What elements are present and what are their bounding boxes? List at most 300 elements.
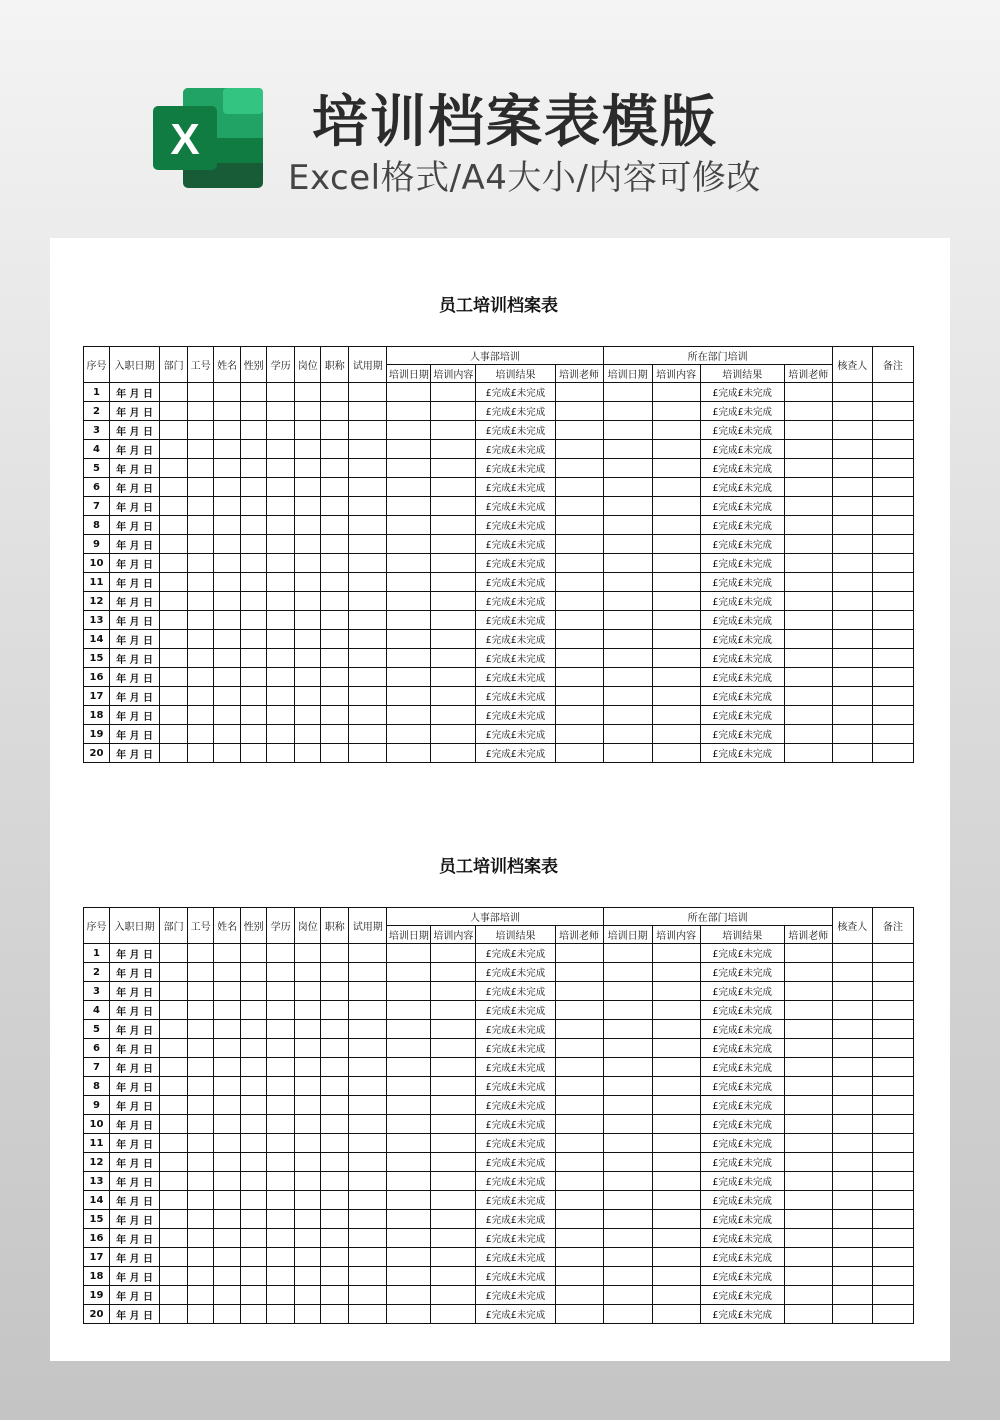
empty-cell [784, 592, 832, 611]
row-number-cell: 1 [84, 383, 110, 402]
empty-cell [188, 1305, 214, 1324]
empty-cell [267, 421, 295, 440]
table-row [84, 1058, 914, 1077]
empty-cell [188, 535, 214, 554]
empty-cell [160, 516, 188, 535]
empty-cell [872, 1115, 913, 1134]
empty-cell [387, 1039, 431, 1058]
empty-cell [555, 440, 603, 459]
empty-cell [431, 1267, 476, 1286]
empty-cell [321, 1191, 349, 1210]
empty-cell [349, 1229, 387, 1248]
empty-cell [387, 1077, 431, 1096]
header-cell: 试用期 [349, 908, 387, 944]
empty-cell [188, 1134, 214, 1153]
empty-cell [295, 1210, 321, 1229]
empty-cell [555, 516, 603, 535]
empty-cell [349, 1134, 387, 1153]
training-result-cell: £完成£未完成 [700, 402, 784, 421]
table-row [84, 1210, 914, 1229]
header-sub-cell: 培训结果 [700, 926, 784, 944]
empty-cell [188, 478, 214, 497]
empty-cell [214, 1020, 241, 1039]
empty-cell [784, 516, 832, 535]
training-result-cell: £完成£未完成 [476, 1020, 555, 1039]
row-number-cell: 13 [84, 1172, 110, 1191]
training-result-cell: £完成£未完成 [476, 630, 555, 649]
empty-cell [431, 744, 476, 763]
empty-cell [214, 1039, 241, 1058]
empty-cell [832, 573, 872, 592]
empty-cell [214, 421, 241, 440]
empty-cell [295, 725, 321, 744]
empty-cell [652, 649, 700, 668]
empty-cell [349, 1248, 387, 1267]
row-number-cell: 14 [84, 630, 110, 649]
empty-cell [387, 1172, 431, 1191]
empty-cell [387, 1153, 431, 1172]
training-result-cell: £完成£未完成 [476, 383, 555, 402]
empty-cell [214, 1210, 241, 1229]
empty-cell [241, 1191, 267, 1210]
training-result-cell: £完成£未完成 [700, 554, 784, 573]
row-number-cell: 16 [84, 1229, 110, 1248]
empty-cell [431, 1096, 476, 1115]
empty-cell [241, 1172, 267, 1191]
empty-cell [349, 1172, 387, 1191]
empty-cell [872, 1077, 913, 1096]
empty-cell [832, 649, 872, 668]
training-result-cell: £完成£未完成 [476, 1096, 555, 1115]
training-result-cell: £完成£未完成 [700, 1286, 784, 1305]
row-number-cell: 6 [84, 1039, 110, 1058]
training-result-cell: £完成£未完成 [700, 611, 784, 630]
empty-cell [832, 421, 872, 440]
empty-cell [555, 630, 603, 649]
empty-cell [188, 1077, 214, 1096]
empty-cell [267, 630, 295, 649]
empty-cell [321, 944, 349, 963]
empty-cell [267, 1020, 295, 1039]
training-result-cell: £完成£未完成 [476, 706, 555, 725]
training-result-cell: £完成£未完成 [476, 497, 555, 516]
empty-cell [555, 573, 603, 592]
empty-cell [652, 459, 700, 478]
empty-cell [387, 459, 431, 478]
row-number-cell: 2 [84, 402, 110, 421]
empty-cell [188, 554, 214, 573]
header-sub-cell: 培训老师 [784, 365, 832, 383]
empty-cell [387, 1286, 431, 1305]
training-result-cell: £完成£未完成 [700, 1305, 784, 1324]
hire-date-cell: 年 月 日 [110, 440, 160, 459]
hire-date-cell: 年 月 日 [110, 744, 160, 763]
empty-cell [267, 1001, 295, 1020]
training-result-cell: £完成£未完成 [476, 459, 555, 478]
empty-cell [241, 1134, 267, 1153]
empty-cell [555, 402, 603, 421]
header-group-dept: 所在部门培训 [603, 908, 832, 926]
header-cell: 性别 [241, 908, 267, 944]
empty-cell [431, 1210, 476, 1229]
empty-cell [267, 554, 295, 573]
empty-cell [832, 963, 872, 982]
table-row [84, 459, 914, 478]
empty-cell [832, 744, 872, 763]
empty-cell [832, 535, 872, 554]
header-sub-cell: 培训内容 [431, 365, 476, 383]
empty-cell [387, 1096, 431, 1115]
training-result-cell: £完成£未完成 [476, 1077, 555, 1096]
empty-cell [188, 1229, 214, 1248]
training-result-cell: £完成£未完成 [700, 1191, 784, 1210]
empty-cell [431, 592, 476, 611]
empty-cell [267, 573, 295, 592]
empty-cell [321, 725, 349, 744]
empty-cell [652, 1115, 700, 1134]
empty-cell [555, 383, 603, 402]
empty-cell [387, 687, 431, 706]
empty-cell [241, 944, 267, 963]
empty-cell [652, 1039, 700, 1058]
empty-cell [555, 1191, 603, 1210]
empty-cell [241, 1020, 267, 1039]
empty-cell [431, 459, 476, 478]
header-cell: 岗位 [295, 347, 321, 383]
empty-cell [603, 1001, 652, 1020]
empty-cell [188, 725, 214, 744]
empty-cell [555, 1210, 603, 1229]
header-sub-cell: 培训老师 [784, 926, 832, 944]
empty-cell [321, 573, 349, 592]
training-result-cell: £完成£未完成 [700, 687, 784, 706]
empty-cell [387, 1229, 431, 1248]
hire-date-cell: 年 月 日 [110, 478, 160, 497]
empty-cell [603, 744, 652, 763]
empty-cell [784, 554, 832, 573]
empty-cell [832, 554, 872, 573]
empty-cell [431, 1001, 476, 1020]
empty-cell [603, 402, 652, 421]
empty-cell [872, 611, 913, 630]
table-row [84, 1248, 914, 1267]
empty-cell [241, 440, 267, 459]
row-number-cell: 9 [84, 1096, 110, 1115]
empty-cell [267, 592, 295, 611]
training-result-cell: £完成£未完成 [700, 668, 784, 687]
training-result-cell: £完成£未完成 [476, 1229, 555, 1248]
empty-cell [431, 1191, 476, 1210]
empty-cell [652, 497, 700, 516]
training-result-cell: £完成£未完成 [700, 1058, 784, 1077]
empty-cell [431, 383, 476, 402]
training-result-cell: £完成£未完成 [476, 1210, 555, 1229]
empty-cell [160, 573, 188, 592]
training-result-cell: £完成£未完成 [700, 1077, 784, 1096]
empty-cell [555, 459, 603, 478]
empty-cell [603, 649, 652, 668]
empty-cell [784, 497, 832, 516]
empty-cell [872, 744, 913, 763]
empty-cell [160, 1267, 188, 1286]
empty-cell [431, 1229, 476, 1248]
empty-cell [387, 421, 431, 440]
empty-cell [321, 383, 349, 402]
table-row [84, 1020, 914, 1039]
empty-cell [295, 497, 321, 516]
empty-cell [784, 1077, 832, 1096]
empty-cell [295, 687, 321, 706]
empty-cell [555, 706, 603, 725]
training-result-cell: £完成£未完成 [476, 1134, 555, 1153]
hire-date-cell: 年 月 日 [110, 668, 160, 687]
empty-cell [652, 1229, 700, 1248]
empty-cell [784, 1286, 832, 1305]
empty-cell [349, 402, 387, 421]
empty-cell [652, 1153, 700, 1172]
empty-cell [832, 1115, 872, 1134]
empty-cell [431, 1172, 476, 1191]
empty-cell [267, 1115, 295, 1134]
empty-cell [267, 744, 295, 763]
empty-cell [349, 1267, 387, 1286]
empty-cell [652, 516, 700, 535]
empty-cell [295, 1305, 321, 1324]
header-cell: 职称 [321, 347, 349, 383]
empty-cell [241, 1305, 267, 1324]
training-result-cell: £完成£未完成 [476, 725, 555, 744]
hire-date-cell: 年 月 日 [110, 1096, 160, 1115]
training-result-cell: £完成£未完成 [476, 1305, 555, 1324]
empty-cell [431, 440, 476, 459]
empty-cell [295, 573, 321, 592]
empty-cell [349, 554, 387, 573]
empty-cell [784, 1305, 832, 1324]
empty-cell [832, 383, 872, 402]
empty-cell [387, 706, 431, 725]
empty-cell [431, 535, 476, 554]
training-result-cell: £完成£未完成 [476, 1286, 555, 1305]
empty-cell [784, 1191, 832, 1210]
empty-cell [784, 573, 832, 592]
empty-cell [872, 1020, 913, 1039]
empty-cell [188, 1286, 214, 1305]
row-number-cell: 10 [84, 554, 110, 573]
empty-cell [603, 535, 652, 554]
training-result-cell: £完成£未完成 [476, 944, 555, 963]
empty-cell [784, 1001, 832, 1020]
empty-cell [241, 1001, 267, 1020]
empty-cell [349, 497, 387, 516]
table-row [84, 944, 914, 963]
empty-cell [555, 1077, 603, 1096]
empty-cell [652, 592, 700, 611]
row-number-cell: 5 [84, 1020, 110, 1039]
empty-cell [349, 535, 387, 554]
empty-cell [784, 744, 832, 763]
empty-cell [431, 478, 476, 497]
empty-cell [832, 1210, 872, 1229]
empty-cell [241, 982, 267, 1001]
empty-cell [321, 516, 349, 535]
empty-cell [832, 1172, 872, 1191]
empty-cell [603, 440, 652, 459]
empty-cell [603, 383, 652, 402]
empty-cell [214, 725, 241, 744]
empty-cell [555, 1172, 603, 1191]
empty-cell [555, 725, 603, 744]
empty-cell [784, 1058, 832, 1077]
table-row [84, 440, 914, 459]
table-row [84, 592, 914, 611]
empty-cell [241, 1286, 267, 1305]
table-row [84, 1267, 914, 1286]
header-cell: 备注 [872, 347, 913, 383]
empty-cell [321, 649, 349, 668]
empty-cell [349, 1001, 387, 1020]
empty-cell [295, 1096, 321, 1115]
empty-cell [188, 1210, 214, 1229]
empty-cell [188, 1020, 214, 1039]
empty-cell [872, 1134, 913, 1153]
empty-cell [431, 1020, 476, 1039]
empty-cell [241, 963, 267, 982]
empty-cell [188, 668, 214, 687]
training-result-cell: £完成£未完成 [476, 687, 555, 706]
empty-cell [349, 744, 387, 763]
header-cell: 工号 [188, 347, 214, 383]
training-result-cell: £完成£未完成 [700, 592, 784, 611]
header-cell: 职称 [321, 908, 349, 944]
empty-cell [872, 1039, 913, 1058]
empty-cell [321, 1229, 349, 1248]
empty-cell [241, 421, 267, 440]
empty-cell [214, 982, 241, 1001]
empty-cell [241, 744, 267, 763]
empty-cell [188, 592, 214, 611]
empty-cell [652, 1172, 700, 1191]
training-result-cell: £完成£未完成 [700, 1248, 784, 1267]
empty-cell [160, 1248, 188, 1267]
empty-cell [431, 1058, 476, 1077]
row-number-cell: 16 [84, 668, 110, 687]
page-title: 培训档案表模版 [312, 90, 718, 155]
training-result-cell: £完成£未完成 [700, 1210, 784, 1229]
empty-cell [160, 440, 188, 459]
empty-cell [295, 554, 321, 573]
row-number-cell: 11 [84, 573, 110, 592]
empty-cell [387, 1305, 431, 1324]
empty-cell [832, 497, 872, 516]
training-result-cell: £完成£未完成 [700, 1001, 784, 1020]
empty-cell [241, 402, 267, 421]
empty-cell [321, 497, 349, 516]
header-cell: 部门 [160, 908, 188, 944]
empty-cell [387, 944, 431, 963]
training-result-cell: £完成£未完成 [700, 1115, 784, 1134]
empty-cell [555, 1096, 603, 1115]
training-result-cell: £完成£未完成 [476, 421, 555, 440]
table-row [84, 421, 914, 440]
empty-cell [555, 1153, 603, 1172]
table-row [84, 1229, 914, 1248]
training-result-cell: £完成£未完成 [700, 383, 784, 402]
empty-cell [267, 1191, 295, 1210]
empty-cell [321, 668, 349, 687]
empty-cell [784, 1267, 832, 1286]
empty-cell [555, 982, 603, 1001]
empty-cell [349, 611, 387, 630]
empty-cell [603, 725, 652, 744]
empty-cell [555, 1248, 603, 1267]
header-sub-cell: 培训老师 [555, 365, 603, 383]
empty-cell [431, 687, 476, 706]
empty-cell [555, 1115, 603, 1134]
empty-cell [321, 459, 349, 478]
empty-cell [555, 592, 603, 611]
empty-cell [387, 383, 431, 402]
empty-cell [652, 1134, 700, 1153]
empty-cell [832, 706, 872, 725]
empty-cell [188, 459, 214, 478]
empty-cell [872, 421, 913, 440]
empty-cell [784, 402, 832, 421]
row-number-cell: 20 [84, 744, 110, 763]
training-result-cell: £完成£未完成 [476, 649, 555, 668]
empty-cell [188, 944, 214, 963]
table-row [84, 744, 914, 763]
empty-cell [321, 1020, 349, 1039]
empty-cell [160, 497, 188, 516]
empty-cell [652, 1248, 700, 1267]
empty-cell [267, 1229, 295, 1248]
empty-cell [387, 1210, 431, 1229]
empty-cell [349, 592, 387, 611]
row-number-cell: 2 [84, 963, 110, 982]
empty-cell [832, 1305, 872, 1324]
training-result-cell: £完成£未完成 [700, 706, 784, 725]
empty-cell [431, 611, 476, 630]
empty-cell [603, 1286, 652, 1305]
table-row [84, 649, 914, 668]
empty-cell [555, 1039, 603, 1058]
empty-cell [188, 982, 214, 1001]
hire-date-cell: 年 月 日 [110, 497, 160, 516]
table-row [84, 1305, 914, 1324]
empty-cell [160, 963, 188, 982]
empty-cell [160, 402, 188, 421]
empty-cell [387, 478, 431, 497]
empty-cell [295, 1115, 321, 1134]
empty-cell [214, 497, 241, 516]
training-result-cell: £完成£未完成 [700, 1153, 784, 1172]
row-number-cell: 1 [84, 944, 110, 963]
empty-cell [387, 516, 431, 535]
empty-cell [241, 611, 267, 630]
header-sub-cell: 培训老师 [555, 926, 603, 944]
header-sub-cell: 培训内容 [652, 365, 700, 383]
empty-cell [555, 1229, 603, 1248]
empty-cell [387, 1248, 431, 1267]
row-number-cell: 17 [84, 687, 110, 706]
empty-cell [295, 383, 321, 402]
table-row [84, 706, 914, 725]
empty-cell [241, 383, 267, 402]
training-result-cell: £完成£未完成 [476, 982, 555, 1001]
training-result-cell: £完成£未完成 [700, 573, 784, 592]
empty-cell [349, 982, 387, 1001]
empty-cell [349, 1191, 387, 1210]
